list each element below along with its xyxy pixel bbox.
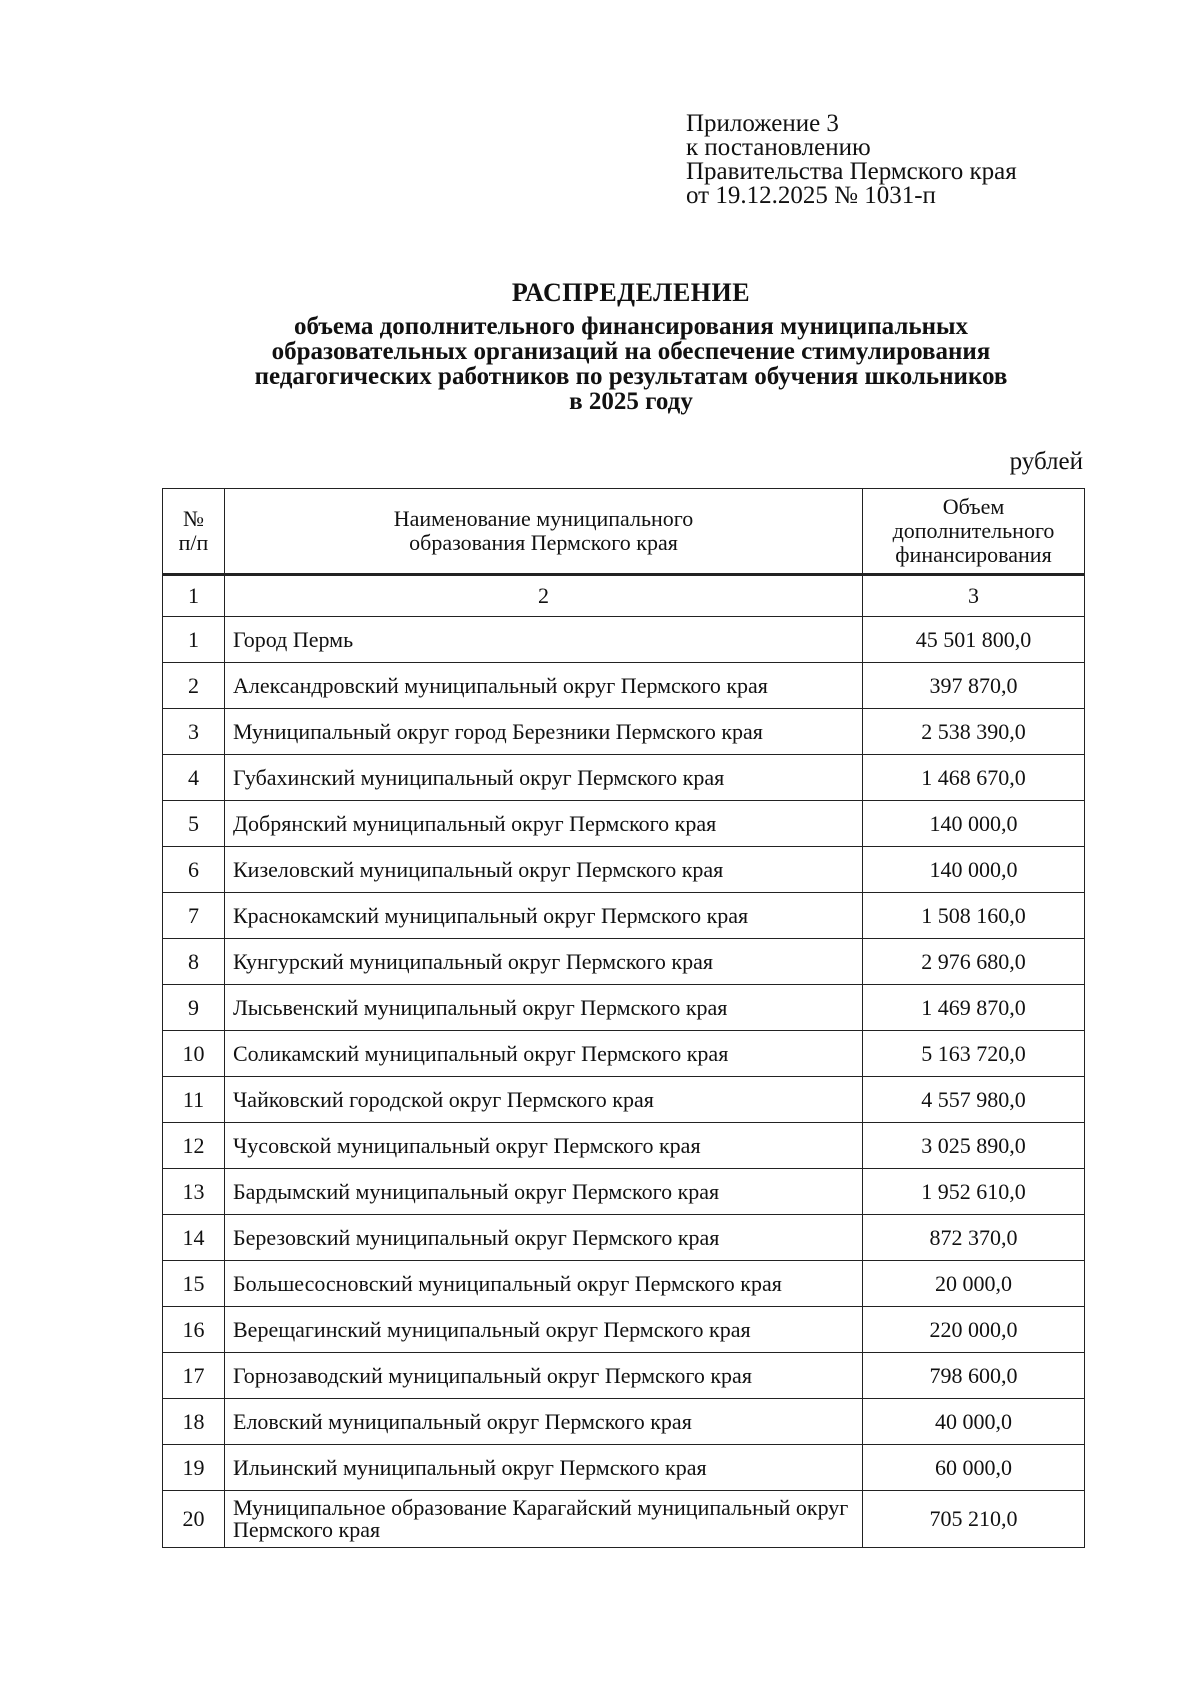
appendix-header: [686, 112, 1017, 208]
table-row: [163, 1399, 1085, 1445]
header-number-line: №: [183, 506, 204, 531]
row-amount: 220 000,0: [863, 1307, 1085, 1353]
row-number: 14: [163, 1215, 225, 1261]
row-name: Добрянский муниципальный округ Пермского края: [225, 801, 863, 847]
row-amount: 20 000,0: [863, 1261, 1085, 1307]
table-row: [163, 1123, 1085, 1169]
row-name: Горнозаводский муниципальный округ Пермского края: [225, 1353, 863, 1399]
row-name: Березовский муниципальный округ Пермского края: [225, 1215, 863, 1261]
row-number: 20: [163, 1491, 225, 1548]
table-row: [163, 1261, 1085, 1307]
table-row: [163, 1215, 1085, 1261]
table-row: [163, 663, 1085, 709]
row-number: 3: [163, 709, 225, 755]
row-name: Большесосновский муниципальный округ Пермского края: [225, 1261, 863, 1307]
row-number: 6: [163, 847, 225, 893]
row-amount: 798 600,0: [863, 1353, 1085, 1399]
title-subtitle-line: педагогических работников по результатам обучения школьников: [254, 363, 1008, 390]
document-title: [150, 272, 1112, 414]
table-row: [163, 1491, 1085, 1548]
row-name: Муниципальный округ город Березники Пермского края: [225, 709, 863, 755]
row-name: Бардымский муниципальный округ Пермского края: [225, 1169, 863, 1215]
row-number: 7: [163, 893, 225, 939]
table-row: [163, 709, 1085, 755]
table-row: [163, 985, 1085, 1031]
table-row: [163, 939, 1085, 985]
row-name: Ильинский муниципальный округ Пермского края: [225, 1445, 863, 1491]
row-name: Губахинский муниципальный округ Пермского края: [225, 755, 863, 801]
row-amount: 2 538 390,0: [863, 709, 1085, 755]
row-name: Соликамский муниципальный округ Пермского края: [225, 1031, 863, 1077]
row-amount: 1 508 160,0: [863, 893, 1085, 939]
distribution-table: [162, 488, 1085, 1548]
table-row: [163, 755, 1085, 801]
row-amount: 140 000,0: [863, 801, 1085, 847]
table-row: [163, 1031, 1085, 1077]
row-number: 5: [163, 801, 225, 847]
row-number: 8: [163, 939, 225, 985]
header-amount-line: дополнительного: [892, 518, 1055, 543]
header-amount-line: Объем: [942, 494, 1005, 519]
row-number: 9: [163, 985, 225, 1031]
row-name: Город Пермь: [225, 617, 863, 663]
row-name: Еловский муниципальный округ Пермского края: [225, 1399, 863, 1445]
table-row: [163, 1445, 1085, 1491]
row-number: 17: [163, 1353, 225, 1399]
table-row: [163, 893, 1085, 939]
title-subtitle-line: образовательных организаций на обеспечение стимулирования: [271, 338, 991, 365]
column-number: 3: [863, 575, 1085, 617]
appendix-line: Правительства Пермского края: [686, 158, 1017, 185]
row-amount: 872 370,0: [863, 1215, 1085, 1261]
table-row: [163, 1307, 1085, 1353]
header-amount-line: финансирования: [895, 542, 1052, 567]
row-name: Кунгурский муниципальный округ Пермского края: [225, 939, 863, 985]
row-number: 12: [163, 1123, 225, 1169]
row-name: Чайковский городской округ Пермского края: [225, 1077, 863, 1123]
row-amount: 4 557 980,0: [863, 1077, 1085, 1123]
column-number-row: [163, 575, 1085, 617]
row-amount: 1 468 670,0: [863, 755, 1085, 801]
appendix-line: Приложение 3: [686, 110, 839, 137]
row-amount: 3 025 890,0: [863, 1123, 1085, 1169]
row-amount: 40 000,0: [863, 1399, 1085, 1445]
table-row: [163, 617, 1085, 663]
row-amount: 140 000,0: [863, 847, 1085, 893]
title-subtitle-line: в 2025 году: [569, 388, 693, 415]
row-number: 15: [163, 1261, 225, 1307]
appendix-line: от 19.12.2025 № 1031-п: [686, 182, 936, 209]
unit-label: рублей: [1009, 448, 1083, 475]
row-name: Муниципальное образование Карагайский муниципальный округ Пермского края: [225, 1491, 863, 1548]
table-row: [163, 847, 1085, 893]
row-amount: 397 870,0: [863, 663, 1085, 709]
row-amount: 5 163 720,0: [863, 1031, 1085, 1077]
appendix-line: к постановлению: [686, 134, 871, 161]
row-number: 10: [163, 1031, 225, 1077]
table-row: [163, 1169, 1085, 1215]
table-row: [163, 1353, 1085, 1399]
row-amount: 60 000,0: [863, 1445, 1085, 1491]
header-name-line: образования Пермского края: [409, 530, 678, 555]
row-name: Верещагинский муниципальный округ Пермского края: [225, 1307, 863, 1353]
header-name-line: Наименование муниципального: [393, 506, 694, 531]
row-amount: 1 952 610,0: [863, 1169, 1085, 1215]
row-name: Александровский муниципальный округ Пермского края: [225, 663, 863, 709]
row-number: 2: [163, 663, 225, 709]
row-number: 4: [163, 755, 225, 801]
row-amount: 705 210,0: [863, 1491, 1085, 1548]
row-number: 13: [163, 1169, 225, 1215]
row-number: 18: [163, 1399, 225, 1445]
header-number: [163, 489, 225, 575]
header-name: [225, 489, 863, 575]
row-name: Чусовской муниципальный округ Пермского края: [225, 1123, 863, 1169]
table-header-row: [163, 489, 1085, 575]
title-subtitle-line: объема дополнительного финансирования муниципальных: [293, 313, 969, 340]
row-amount: 1 469 870,0: [863, 985, 1085, 1031]
row-number: 11: [163, 1077, 225, 1123]
row-name: Лысьвенский муниципальный округ Пермского края: [225, 985, 863, 1031]
row-amount: 2 976 680,0: [863, 939, 1085, 985]
row-name: Краснокамский муниципальный округ Пермского края: [225, 893, 863, 939]
header-number-line: п/п: [178, 530, 209, 555]
column-number: 2: [225, 575, 863, 617]
table-row: [163, 801, 1085, 847]
row-number: 16: [163, 1307, 225, 1353]
header-amount: [863, 489, 1085, 575]
title-main: РАСПРЕДЕЛЕНИЕ: [511, 278, 751, 307]
row-amount: 45 501 800,0: [863, 617, 1085, 663]
row-number: 19: [163, 1445, 225, 1491]
row-name: Кизеловский муниципальный округ Пермского края: [225, 847, 863, 893]
row-number: 1: [163, 617, 225, 663]
table-row: [163, 1077, 1085, 1123]
column-number: 1: [163, 575, 225, 617]
